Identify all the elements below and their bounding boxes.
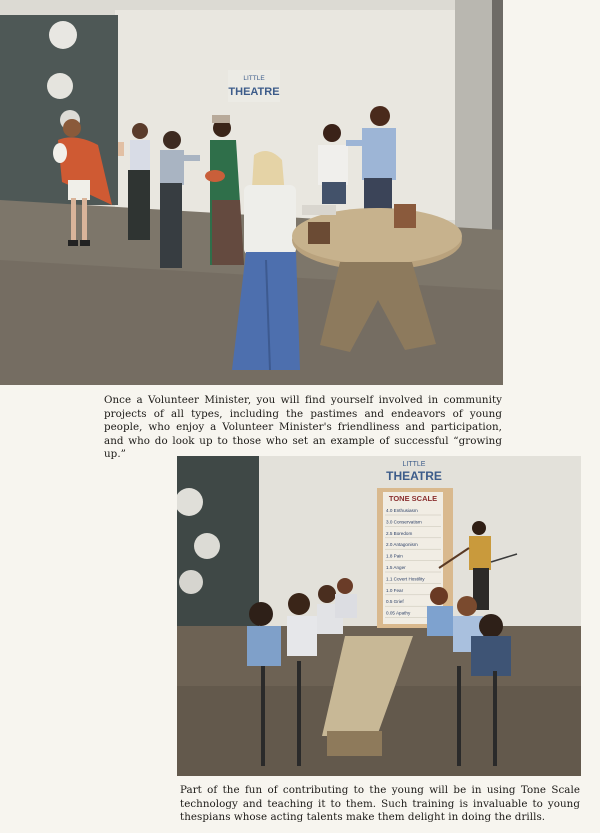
photo-tone-scale-class	[177, 456, 581, 776]
tone-scale-row: 2.5 Boredom	[386, 530, 413, 536]
sign-line-2: THEATRE	[228, 86, 280, 98]
tone-scale-row: 0.05 Apathy	[386, 610, 411, 616]
tone-scale-row: 1.8 Pain	[386, 553, 403, 559]
photo-theatre-rehearsal	[0, 0, 503, 385]
sign-line-2: THEATRE	[386, 469, 442, 483]
sign-line-1: LITTLE	[402, 461, 426, 468]
tone-scale-row: 0.5 Grief	[386, 599, 404, 605]
tone-scale-row: 4.0 Enthusiasm	[386, 508, 418, 513]
tone-scale-row: 1.5 Anger	[386, 565, 406, 570]
stage-light	[49, 21, 77, 49]
sign-line-1: LITTLE	[243, 75, 265, 82]
tone-scale-title: TONE SCALE	[388, 494, 438, 503]
tone-scale-row: 3.0 Conservatism	[386, 519, 422, 525]
tone-scale-row: 1.0 Fear	[386, 587, 404, 593]
caption-bottom: Part of the fun of contributing to the young will be in using Tone Scale technology and teaching it to them. Such training is invaluable to young thespians whose acting talents make them delight in doing the drills.	[180, 784, 580, 824]
tone-scale-row: 2.0 Antagonism	[386, 542, 418, 548]
stage-light	[194, 533, 220, 559]
caption-top: Once a Volunteer Minister, you will find yourself involved in community projects of all types, including the pastimes and endeavors of young people, who enjoy a Volunteer Minister's friendliness and participation, and who do look up to those who set an example of successful “growing up.”	[104, 394, 502, 461]
stage-light	[47, 73, 73, 99]
tone-scale-row: 1.1 Covert Hostility	[386, 576, 425, 582]
